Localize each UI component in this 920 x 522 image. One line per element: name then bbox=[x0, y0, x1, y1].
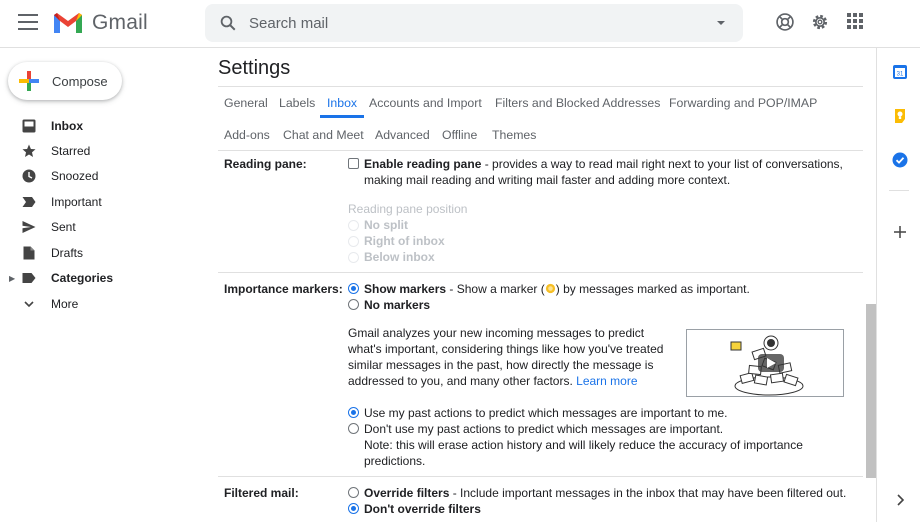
main-menu-icon[interactable] bbox=[18, 14, 38, 34]
tasks-icon[interactable] bbox=[892, 152, 908, 168]
use-past-actions-radio[interactable] bbox=[348, 407, 359, 418]
no-markers-label: No markers bbox=[364, 298, 431, 312]
search-options-icon[interactable] bbox=[715, 17, 727, 29]
sidebar-item-label: Inbox bbox=[51, 119, 83, 133]
tab-themes[interactable]: Themes bbox=[492, 128, 537, 142]
active-tab-indicator bbox=[320, 115, 364, 118]
star-icon bbox=[22, 144, 36, 158]
sidebar-item-label: More bbox=[51, 297, 79, 311]
sidebar bbox=[0, 48, 208, 522]
analyze-line-4 bbox=[348, 373, 638, 389]
settings-panel bbox=[208, 48, 876, 522]
divider bbox=[218, 150, 863, 151]
analyze-line-1: Gmail analyzes your new incoming messages to predict bbox=[348, 326, 645, 340]
keep-icon[interactable] bbox=[892, 108, 908, 124]
page-title: Settings bbox=[218, 57, 291, 79]
clock-icon bbox=[22, 169, 36, 183]
tab-chat-meet[interactable]: Chat and Meet bbox=[283, 128, 364, 142]
support-icon[interactable] bbox=[775, 12, 795, 32]
compose-button[interactable] bbox=[8, 62, 122, 100]
envelopes-pile-illustration bbox=[687, 330, 844, 397]
analyze-line-3: similar messages in the past, how directly the message is bbox=[348, 358, 654, 372]
analyze-line-2: what's important, considering things like how you've treated bbox=[348, 342, 664, 356]
sidebar-item-snoozed[interactable] bbox=[0, 163, 208, 189]
dont-override-filters-label: Don't override filters bbox=[364, 502, 481, 516]
analyze-line-4-text: addressed to you, and many other factors. bbox=[348, 374, 573, 388]
override-filters-radio[interactable] bbox=[348, 487, 359, 498]
settings-gear-icon[interactable] bbox=[810, 12, 830, 32]
side-panel bbox=[876, 48, 920, 522]
tab-accounts[interactable]: Accounts and Import bbox=[369, 96, 482, 110]
use-past-actions-label: Use my past actions to predict which messages are important to me. bbox=[364, 406, 728, 420]
send-icon bbox=[22, 220, 36, 234]
override-filters-desc: - Include important messages in the inbox that may have been filtered out. bbox=[452, 486, 847, 500]
enable-reading-pane-desc-2: making mail reading and writing mail faster and adding more context. bbox=[364, 173, 731, 187]
no-split-radio[interactable] bbox=[348, 220, 359, 231]
sidebar-item-label: Drafts bbox=[51, 246, 84, 260]
sidebar-item-label: Categories bbox=[51, 271, 114, 285]
sidebar-item-sent[interactable] bbox=[0, 214, 208, 240]
enable-reading-pane-title: Enable reading pane bbox=[364, 157, 482, 171]
override-filters-text bbox=[364, 485, 846, 501]
learn-more-link[interactable]: Learn more bbox=[576, 374, 638, 388]
important-icon bbox=[22, 195, 36, 209]
divider bbox=[218, 86, 863, 87]
below-inbox-radio[interactable] bbox=[348, 252, 359, 263]
dont-override-filters-radio[interactable] bbox=[348, 503, 359, 514]
enable-reading-pane-checkbox[interactable] bbox=[348, 158, 359, 169]
filtered-mail-label: Filtered mail: bbox=[224, 486, 299, 500]
enable-reading-pane-desc: - provides a way to read mail right next to your list of conversations, bbox=[484, 157, 843, 171]
reading-pane-position-heading: Reading pane position bbox=[348, 202, 468, 216]
show-markers-radio[interactable] bbox=[348, 283, 359, 294]
app-name: Gmail bbox=[92, 11, 148, 34]
dont-use-past-actions-radio[interactable] bbox=[348, 423, 359, 434]
svg-text:31: 31 bbox=[896, 71, 904, 78]
below-inbox-label: Below inbox bbox=[364, 250, 435, 264]
no-split-label: No split bbox=[364, 218, 408, 232]
sidebar-item-important[interactable] bbox=[0, 189, 208, 215]
search-bar[interactable] bbox=[205, 4, 743, 42]
sidebar-item-more[interactable] bbox=[0, 291, 208, 317]
tab-forwarding[interactable]: Forwarding and POP/IMAP bbox=[669, 96, 818, 110]
search-icon[interactable] bbox=[219, 14, 237, 32]
sidebar-item-label: Snoozed bbox=[51, 169, 99, 183]
sidebar-item-inbox[interactable] bbox=[0, 113, 208, 139]
add-addon-icon[interactable] bbox=[892, 224, 908, 240]
gmail-m-icon bbox=[52, 11, 84, 35]
search-input[interactable]: Search mail bbox=[249, 14, 329, 32]
gmail-logo[interactable] bbox=[52, 11, 148, 35]
tab-general[interactable]: General bbox=[224, 96, 268, 110]
tab-inbox[interactable]: Inbox bbox=[327, 96, 358, 110]
dont-use-past-actions-line-3: predictions. bbox=[364, 454, 426, 468]
plus-icon bbox=[18, 70, 40, 92]
top-bar bbox=[0, 0, 920, 48]
sidebar-item-starred[interactable] bbox=[0, 138, 208, 164]
divider bbox=[218, 272, 863, 273]
chevron-right-icon[interactable] bbox=[892, 492, 908, 508]
sidebar-item-label: Sent bbox=[51, 220, 76, 234]
show-markers-desc-a: - Show a marker ( bbox=[449, 282, 545, 296]
chevron-down-icon bbox=[22, 297, 36, 311]
show-markers-desc-b: ) by messages marked as important. bbox=[555, 282, 750, 296]
dont-use-past-actions-line-2: Note: this will erase action history and will likely reduce the accuracy of importance bbox=[364, 438, 803, 452]
inbox-icon bbox=[22, 119, 36, 133]
label-icon bbox=[22, 271, 36, 285]
sidebar-item-drafts[interactable] bbox=[0, 240, 208, 266]
importance-markers-label: Importance markers: bbox=[224, 282, 343, 296]
tab-labels[interactable]: Labels bbox=[279, 96, 316, 110]
tab-offline[interactable]: Offline bbox=[442, 128, 478, 142]
right-of-inbox-radio[interactable] bbox=[348, 236, 359, 247]
apps-grid-icon[interactable] bbox=[846, 12, 864, 30]
reading-pane-label: Reading pane: bbox=[224, 157, 307, 171]
sidebar-item-label: Important bbox=[51, 195, 102, 209]
tab-advanced[interactable]: Advanced bbox=[375, 128, 430, 142]
show-markers-title: Show markers bbox=[364, 282, 447, 296]
expand-arrow-icon[interactable]: ▶ bbox=[9, 273, 16, 283]
sidebar-item-label: Starred bbox=[51, 144, 91, 158]
compose-label: Compose bbox=[52, 73, 108, 89]
divider bbox=[218, 476, 863, 477]
main-scrollbar[interactable] bbox=[866, 304, 876, 478]
draft-icon bbox=[22, 246, 36, 260]
override-filters-title: Override filters bbox=[364, 486, 450, 500]
sidebar-item-categories[interactable] bbox=[0, 265, 208, 291]
importance-video-thumbnail[interactable] bbox=[686, 329, 844, 397]
dont-use-past-actions-line-1: Don't use my past actions to predict which messages are important. bbox=[364, 422, 724, 436]
divider bbox=[889, 190, 909, 191]
enable-reading-pane-text bbox=[364, 156, 864, 172]
no-markers-radio[interactable] bbox=[348, 299, 359, 310]
show-markers-text bbox=[364, 281, 750, 297]
important-marker-icon bbox=[545, 283, 556, 294]
right-of-inbox-label: Right of inbox bbox=[364, 234, 445, 248]
tab-addons[interactable]: Add-ons bbox=[224, 128, 270, 142]
calendar-icon[interactable] bbox=[892, 64, 908, 80]
tab-filters[interactable]: Filters and Blocked Addresses bbox=[495, 96, 661, 110]
